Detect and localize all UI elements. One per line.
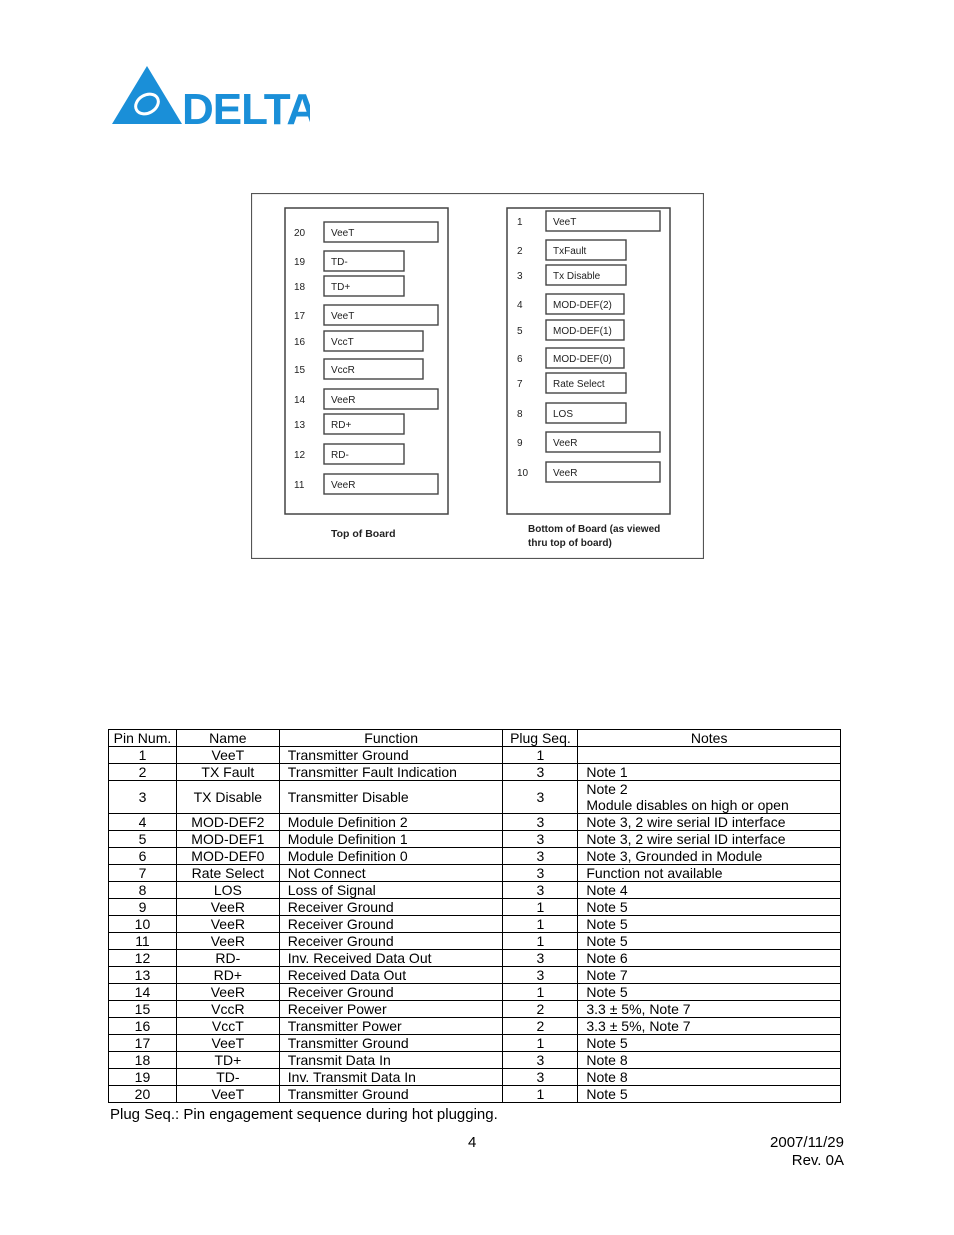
plug-seq-cell: 3	[503, 882, 578, 899]
pin-name-cell: RD+	[176, 967, 279, 984]
notes-cell: Note 7	[578, 967, 841, 984]
pin-label: Tx Disable	[553, 271, 601, 282]
pin-label: MOD-DEF(2)	[553, 300, 612, 311]
pin-function-cell: Transmitter Disable	[279, 781, 503, 814]
notes-cell	[578, 781, 841, 814]
pin-num-cell: 20	[109, 1086, 177, 1103]
pin-num-cell: 18	[109, 1052, 177, 1069]
pin-label: LOS	[553, 409, 574, 420]
pin-label: MOD-DEF(1)	[553, 326, 612, 337]
pin-number: 19	[294, 257, 306, 268]
plug-seq-cell: 1	[503, 1086, 578, 1103]
pin-number: 8	[517, 409, 523, 420]
notes-cell: Note 5	[578, 916, 841, 933]
notes-line: Note 2	[586, 781, 628, 797]
table-row	[109, 814, 841, 831]
pin-num-cell: 13	[109, 967, 177, 984]
notes-cell: Note 5	[578, 1086, 841, 1103]
pin-number: 16	[294, 337, 306, 348]
pin-number: 1	[517, 217, 523, 228]
pin-function-cell: Inv. Received Data Out	[279, 950, 503, 967]
document-date: 2007/11/29	[770, 1134, 844, 1151]
pin-num-cell: 9	[109, 899, 177, 916]
pin-number: 20	[294, 228, 306, 239]
pin-diagram-svg	[251, 193, 704, 559]
pin-name-cell: VccT	[176, 1018, 279, 1035]
pin-name-cell: VeeR	[176, 984, 279, 1001]
pin-num-cell: 4	[109, 814, 177, 831]
pin-name-cell: Rate Select	[176, 865, 279, 882]
document-revision: Rev. 0A	[791, 1152, 844, 1169]
pin-number: 6	[517, 354, 523, 365]
plug-seq-cell: 3	[503, 781, 578, 814]
plug-seq-cell: 3	[503, 831, 578, 848]
pin-num-cell: 16	[109, 1018, 177, 1035]
pin-number: 14	[294, 395, 306, 406]
notes-cell	[578, 747, 841, 764]
header-notes: Notes	[578, 730, 841, 747]
pin-name-cell: RD-	[176, 950, 279, 967]
pin-label: VeeR	[553, 468, 578, 479]
top-board-caption: Top of Board	[331, 528, 396, 540]
pin-number: 13	[294, 420, 306, 431]
pin-function-cell: Transmitter Ground	[279, 747, 503, 764]
pin-number: 18	[294, 282, 306, 293]
page-number: 4	[468, 1134, 477, 1151]
pin-num-cell: 17	[109, 1035, 177, 1052]
pin-name-cell: VeeT	[176, 1035, 279, 1052]
pin-function-cell: Received Data Out	[279, 967, 503, 984]
pin-label: VeeR	[553, 438, 578, 449]
pin-function-cell: Receiver Ground	[279, 984, 503, 1001]
plug-seq-cell: 1	[503, 984, 578, 1001]
pin-number: 2	[517, 246, 523, 257]
header-function: Function	[279, 730, 503, 747]
table-row	[109, 848, 841, 865]
notes-cell: 3.3 ± 5%, Note 7	[578, 1001, 841, 1018]
pin-function-cell: Transmitter Fault Indication	[279, 764, 503, 781]
plug-seq-cell: 1	[503, 933, 578, 950]
pin-num-cell: 7	[109, 865, 177, 882]
pin-function-cell: Transmitter Ground	[279, 1086, 503, 1103]
pin-label: TD-	[331, 257, 348, 268]
pin-number: 5	[517, 326, 523, 337]
table-row	[109, 1086, 841, 1103]
pin-num-cell: 15	[109, 1001, 177, 1018]
table-row	[109, 950, 841, 967]
plug-seq-cell: 1	[503, 916, 578, 933]
table-row	[109, 933, 841, 950]
pin-name-cell: MOD-DEF2	[176, 814, 279, 831]
pin-label: VeeR	[331, 395, 356, 406]
plug-seq-cell: 1	[503, 747, 578, 764]
pin-number: 11	[294, 480, 305, 491]
notes-cell: Note 1	[578, 764, 841, 781]
bottom-board-caption-line1: Bottom of Board (as viewed	[528, 524, 661, 535]
pin-name-cell: VeeR	[176, 933, 279, 950]
pin-num-cell: 6	[109, 848, 177, 865]
pin-function-cell: Receiver Ground	[279, 933, 503, 950]
pin-label: MOD-DEF(0)	[553, 354, 612, 365]
table-row	[109, 967, 841, 984]
notes-cell: Function not available	[578, 865, 841, 882]
pin-function-cell: Module Definition 1	[279, 831, 503, 848]
notes-line: Module disables on high or open	[586, 797, 789, 813]
pin-num-cell: 14	[109, 984, 177, 1001]
pin-name-cell: VccR	[176, 1001, 279, 1018]
pin-num-cell: 19	[109, 1069, 177, 1086]
pin-function-cell: Transmitter Power	[279, 1018, 503, 1035]
delta-logo	[110, 64, 310, 130]
table-row	[109, 984, 841, 1001]
pin-definition-table	[108, 729, 841, 1103]
pin-num-cell: 3	[109, 781, 177, 814]
table-row	[109, 882, 841, 899]
pin-function-cell: Inv. Transmit Data In	[279, 1069, 503, 1086]
pin-num-cell: 2	[109, 764, 177, 781]
pin-label: TD+	[331, 282, 351, 293]
pin-name-cell: VeeR	[176, 916, 279, 933]
notes-cell: Note 5	[578, 984, 841, 1001]
plug-seq-cell: 2	[503, 1018, 578, 1035]
pin-label: RD+	[331, 420, 352, 431]
pin-name-cell: MOD-DEF0	[176, 848, 279, 865]
pin-label: VeeR	[331, 480, 356, 491]
pin-name-cell: VeeT	[176, 747, 279, 764]
notes-cell: Note 3, Grounded in Module	[578, 848, 841, 865]
delta-logo-text: DELTA	[182, 85, 310, 130]
pin-function-cell: Transmit Data In	[279, 1052, 503, 1069]
notes-cell: Note 5	[578, 933, 841, 950]
pin-number: 10	[517, 468, 529, 479]
table-row	[109, 1035, 841, 1052]
table-row	[109, 1018, 841, 1035]
notes-cell: Note 6	[578, 950, 841, 967]
pin-label: VeeT	[331, 228, 355, 239]
pin-label: RD-	[331, 450, 349, 461]
pin-number: 3	[517, 271, 523, 282]
notes-cell: Note 8	[578, 1052, 841, 1069]
pin-num-cell: 8	[109, 882, 177, 899]
pin-name-cell: TD+	[176, 1052, 279, 1069]
notes-cell: 3.3 ± 5%, Note 7	[578, 1018, 841, 1035]
table-row	[109, 1001, 841, 1018]
pin-number: 12	[294, 450, 306, 461]
header-pin-num: Pin Num.	[109, 730, 177, 747]
pin-label: Rate Select	[553, 379, 605, 390]
header-name: Name	[176, 730, 279, 747]
pin-function-cell: Loss of Signal	[279, 882, 503, 899]
plug-seq-cell: 3	[503, 814, 578, 831]
plug-seq-cell: 3	[503, 865, 578, 882]
header-plug-seq: Plug Seq.	[503, 730, 578, 747]
table-row	[109, 1069, 841, 1086]
notes-cell: Note 4	[578, 882, 841, 899]
table-row	[109, 747, 841, 764]
pin-function-cell: Not Connect	[279, 865, 503, 882]
pin-name-cell: MOD-DEF1	[176, 831, 279, 848]
delta-logo-mark	[110, 64, 310, 130]
diagram-frame	[252, 194, 704, 559]
table-header-row	[109, 730, 841, 747]
plug-seq-cell: 3	[503, 967, 578, 984]
table-row	[109, 764, 841, 781]
notes-cell: Note 3, 2 wire serial ID interface	[578, 814, 841, 831]
plug-seq-cell: 1	[503, 899, 578, 916]
plug-seq-cell: 1	[503, 1035, 578, 1052]
pin-function-cell: Receiver Ground	[279, 916, 503, 933]
pin-num-cell: 10	[109, 916, 177, 933]
pin-function-cell: Module Definition 0	[279, 848, 503, 865]
plug-seq-footnote: Plug Seq.: Pin engagement sequence during hot plugging.	[110, 1106, 498, 1123]
pin-function-cell: Module Definition 2	[279, 814, 503, 831]
plug-seq-cell: 3	[503, 1052, 578, 1069]
table-row	[109, 1052, 841, 1069]
pin-diagram	[251, 193, 704, 559]
pin-name-cell: VeeT	[176, 1086, 279, 1103]
pin-num-cell: 12	[109, 950, 177, 967]
pin-function-cell: Transmitter Ground	[279, 1035, 503, 1052]
plug-seq-cell: 3	[503, 1069, 578, 1086]
notes-cell: Note 5	[578, 1035, 841, 1052]
pin-num-cell: 5	[109, 831, 177, 848]
table-row	[109, 899, 841, 916]
pin-label: VeeT	[553, 217, 577, 228]
pin-name-cell: TD-	[176, 1069, 279, 1086]
pin-number: 17	[294, 311, 306, 322]
pin-label: VccR	[331, 365, 355, 376]
pin-number: 9	[517, 438, 523, 449]
pin-label: VeeT	[331, 311, 355, 322]
pin-name-cell: TX Disable	[176, 781, 279, 814]
notes-cell: Note 5	[578, 899, 841, 916]
pin-label: VccT	[331, 337, 354, 348]
plug-seq-cell: 3	[503, 764, 578, 781]
plug-seq-cell: 2	[503, 1001, 578, 1018]
pin-function-cell: Receiver Power	[279, 1001, 503, 1018]
notes-cell: Note 3, 2 wire serial ID interface	[578, 831, 841, 848]
pin-label: TxFault	[553, 246, 587, 257]
plug-seq-cell: 3	[503, 848, 578, 865]
pin-name-cell: TX Fault	[176, 764, 279, 781]
table-row	[109, 865, 841, 882]
pin-num-cell: 11	[109, 933, 177, 950]
table-row	[109, 916, 841, 933]
pin-name-cell: LOS	[176, 882, 279, 899]
table-row	[109, 831, 841, 848]
pin-number: 15	[294, 365, 306, 376]
pin-name-cell: VeeR	[176, 899, 279, 916]
plug-seq-cell: 3	[503, 950, 578, 967]
pin-function-cell: Receiver Ground	[279, 899, 503, 916]
pin-number: 7	[517, 379, 523, 390]
table-body	[109, 747, 841, 1103]
pin-number: 4	[517, 300, 523, 311]
notes-cell: Note 8	[578, 1069, 841, 1086]
table-row	[109, 781, 841, 814]
pin-num-cell: 1	[109, 747, 177, 764]
bottom-board-caption-line2: thru top of board)	[528, 538, 612, 549]
